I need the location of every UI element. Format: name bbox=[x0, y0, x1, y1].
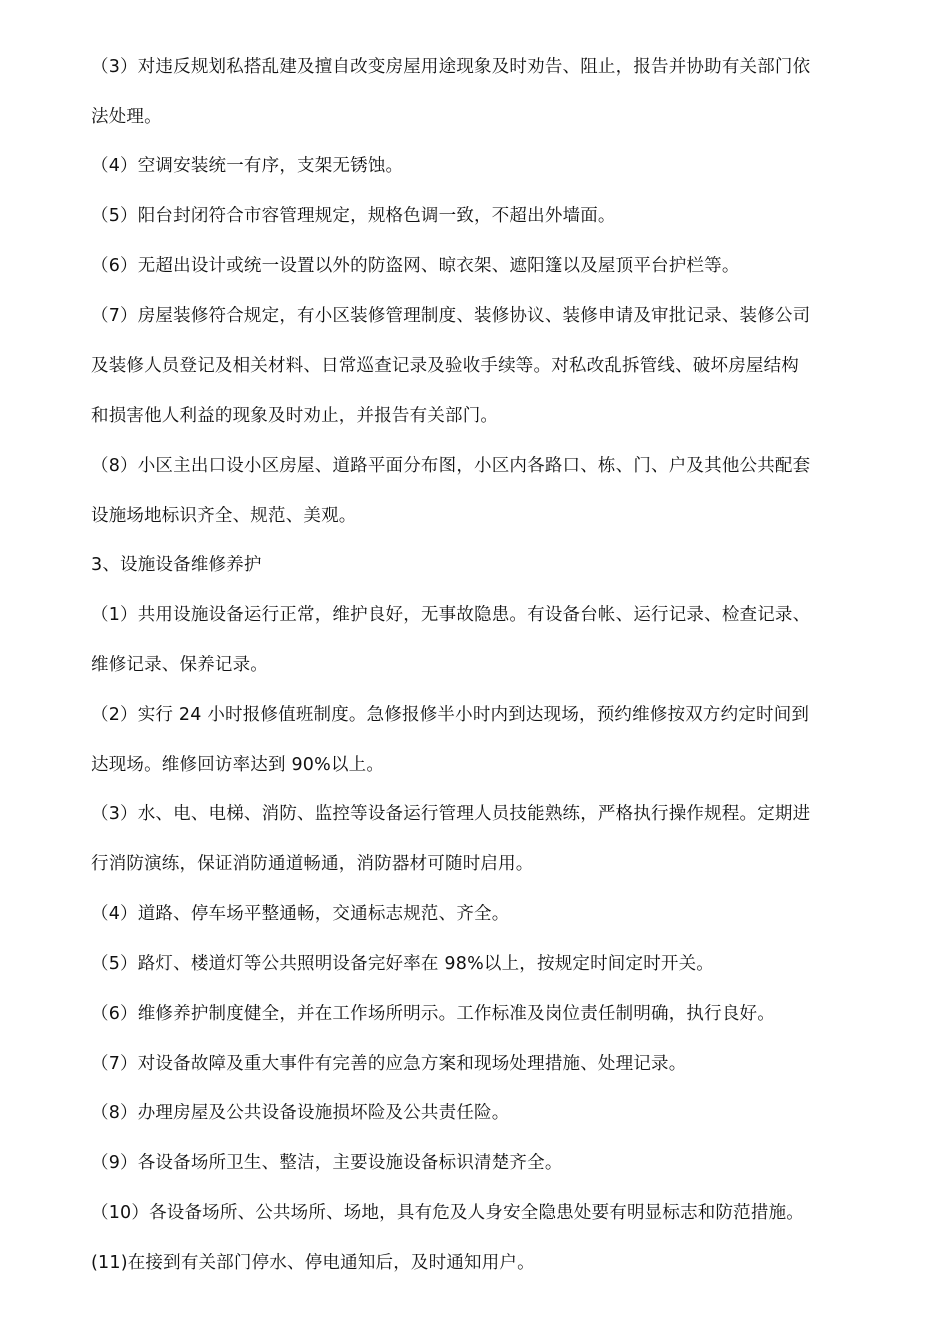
text-line: 法处理。 bbox=[91, 107, 162, 127]
text-line: （10）各设备场所、公共场所、场地，具有危及人身安全隐患处要有明显标志和防范措施。 bbox=[91, 1203, 804, 1223]
text-line: （7）房屋装修符合规定，有小区装修管理制度、装修协议、装修申请及审批记录、装修公司 bbox=[91, 306, 811, 326]
section-heading: 3、设施设备维修养护 bbox=[91, 555, 262, 575]
text-line: （3）水、电、电梯、消防、监控等设备运行管理人员技能熟练，严格执行操作规程。定期进 bbox=[91, 804, 811, 824]
text-line: （6）无超出设计或统一设置以外的防盗网、晾衣架、遮阳篷以及屋顶平台护栏等。 bbox=[91, 256, 740, 276]
text-line: （4）空调安装统一有序，支架无锈蚀。 bbox=[91, 156, 404, 176]
text-line: （8）办理房屋及公共设备设施损坏险及公共责任险。 bbox=[91, 1103, 510, 1123]
text-line: （8）小区主出口设小区房屋、道路平面分布图，小区内各路口、栋、门、户及其他公共配套 bbox=[91, 456, 811, 476]
text-line: 设施场地标识齐全、规范、美观。 bbox=[91, 506, 357, 526]
text-line: （4）道路、停车场平整通畅，交通标志规范、齐全。 bbox=[91, 904, 510, 924]
text-line: (11)在接到有关部门停水、停电通知后，及时通知用户。 bbox=[91, 1253, 535, 1273]
text-line: 达现场。维修回访率达到 90%以上。 bbox=[91, 755, 385, 775]
text-line: （5）路灯、楼道灯等公共照明设备完好率在 98%以上，按规定时间定时开关。 bbox=[91, 954, 714, 974]
text-line: 和损害他人利益的现象及时劝止，并报告有关部门。 bbox=[91, 406, 499, 426]
text-line: （7）对设备故障及重大事件有完善的应急方案和现场处理措施、处理记录。 bbox=[91, 1054, 687, 1074]
text-line: 维修记录、保养记录。 bbox=[91, 655, 268, 675]
text-line: （1）共用设施设备运行正常，维护良好，无事故隐患。有设备台帐、运行记录、检查记录、 bbox=[91, 605, 811, 625]
text-line: （5）阳台封闭符合市容管理规定，规格色调一致，不超出外墙面。 bbox=[91, 206, 616, 226]
text-line: （6）维修养护制度健全，并在工作场所明示。工作标准及岗位责任制明确，执行良好。 bbox=[91, 1004, 775, 1024]
text-line: （3）对违反规划私搭乱建及擅自改变房屋用途现象及时劝告、阻止，报告并协助有关部门依 bbox=[91, 57, 811, 77]
text-line: 及装修人员登记及相关材料、日常巡查记录及验收手续等。对私改乱拆管线、破坏房屋结构 bbox=[91, 356, 799, 376]
text-line: 行消防演练，保证消防通道畅通，消防器材可随时启用。 bbox=[91, 854, 534, 874]
text-line: （9）各设备场所卫生、整洁，主要设施设备标识清楚齐全。 bbox=[91, 1153, 563, 1173]
text-line: （2）实行 24 小时报修值班制度。急修报修半小时内到达现场，预约维修按双方约定时间到 bbox=[91, 705, 810, 725]
